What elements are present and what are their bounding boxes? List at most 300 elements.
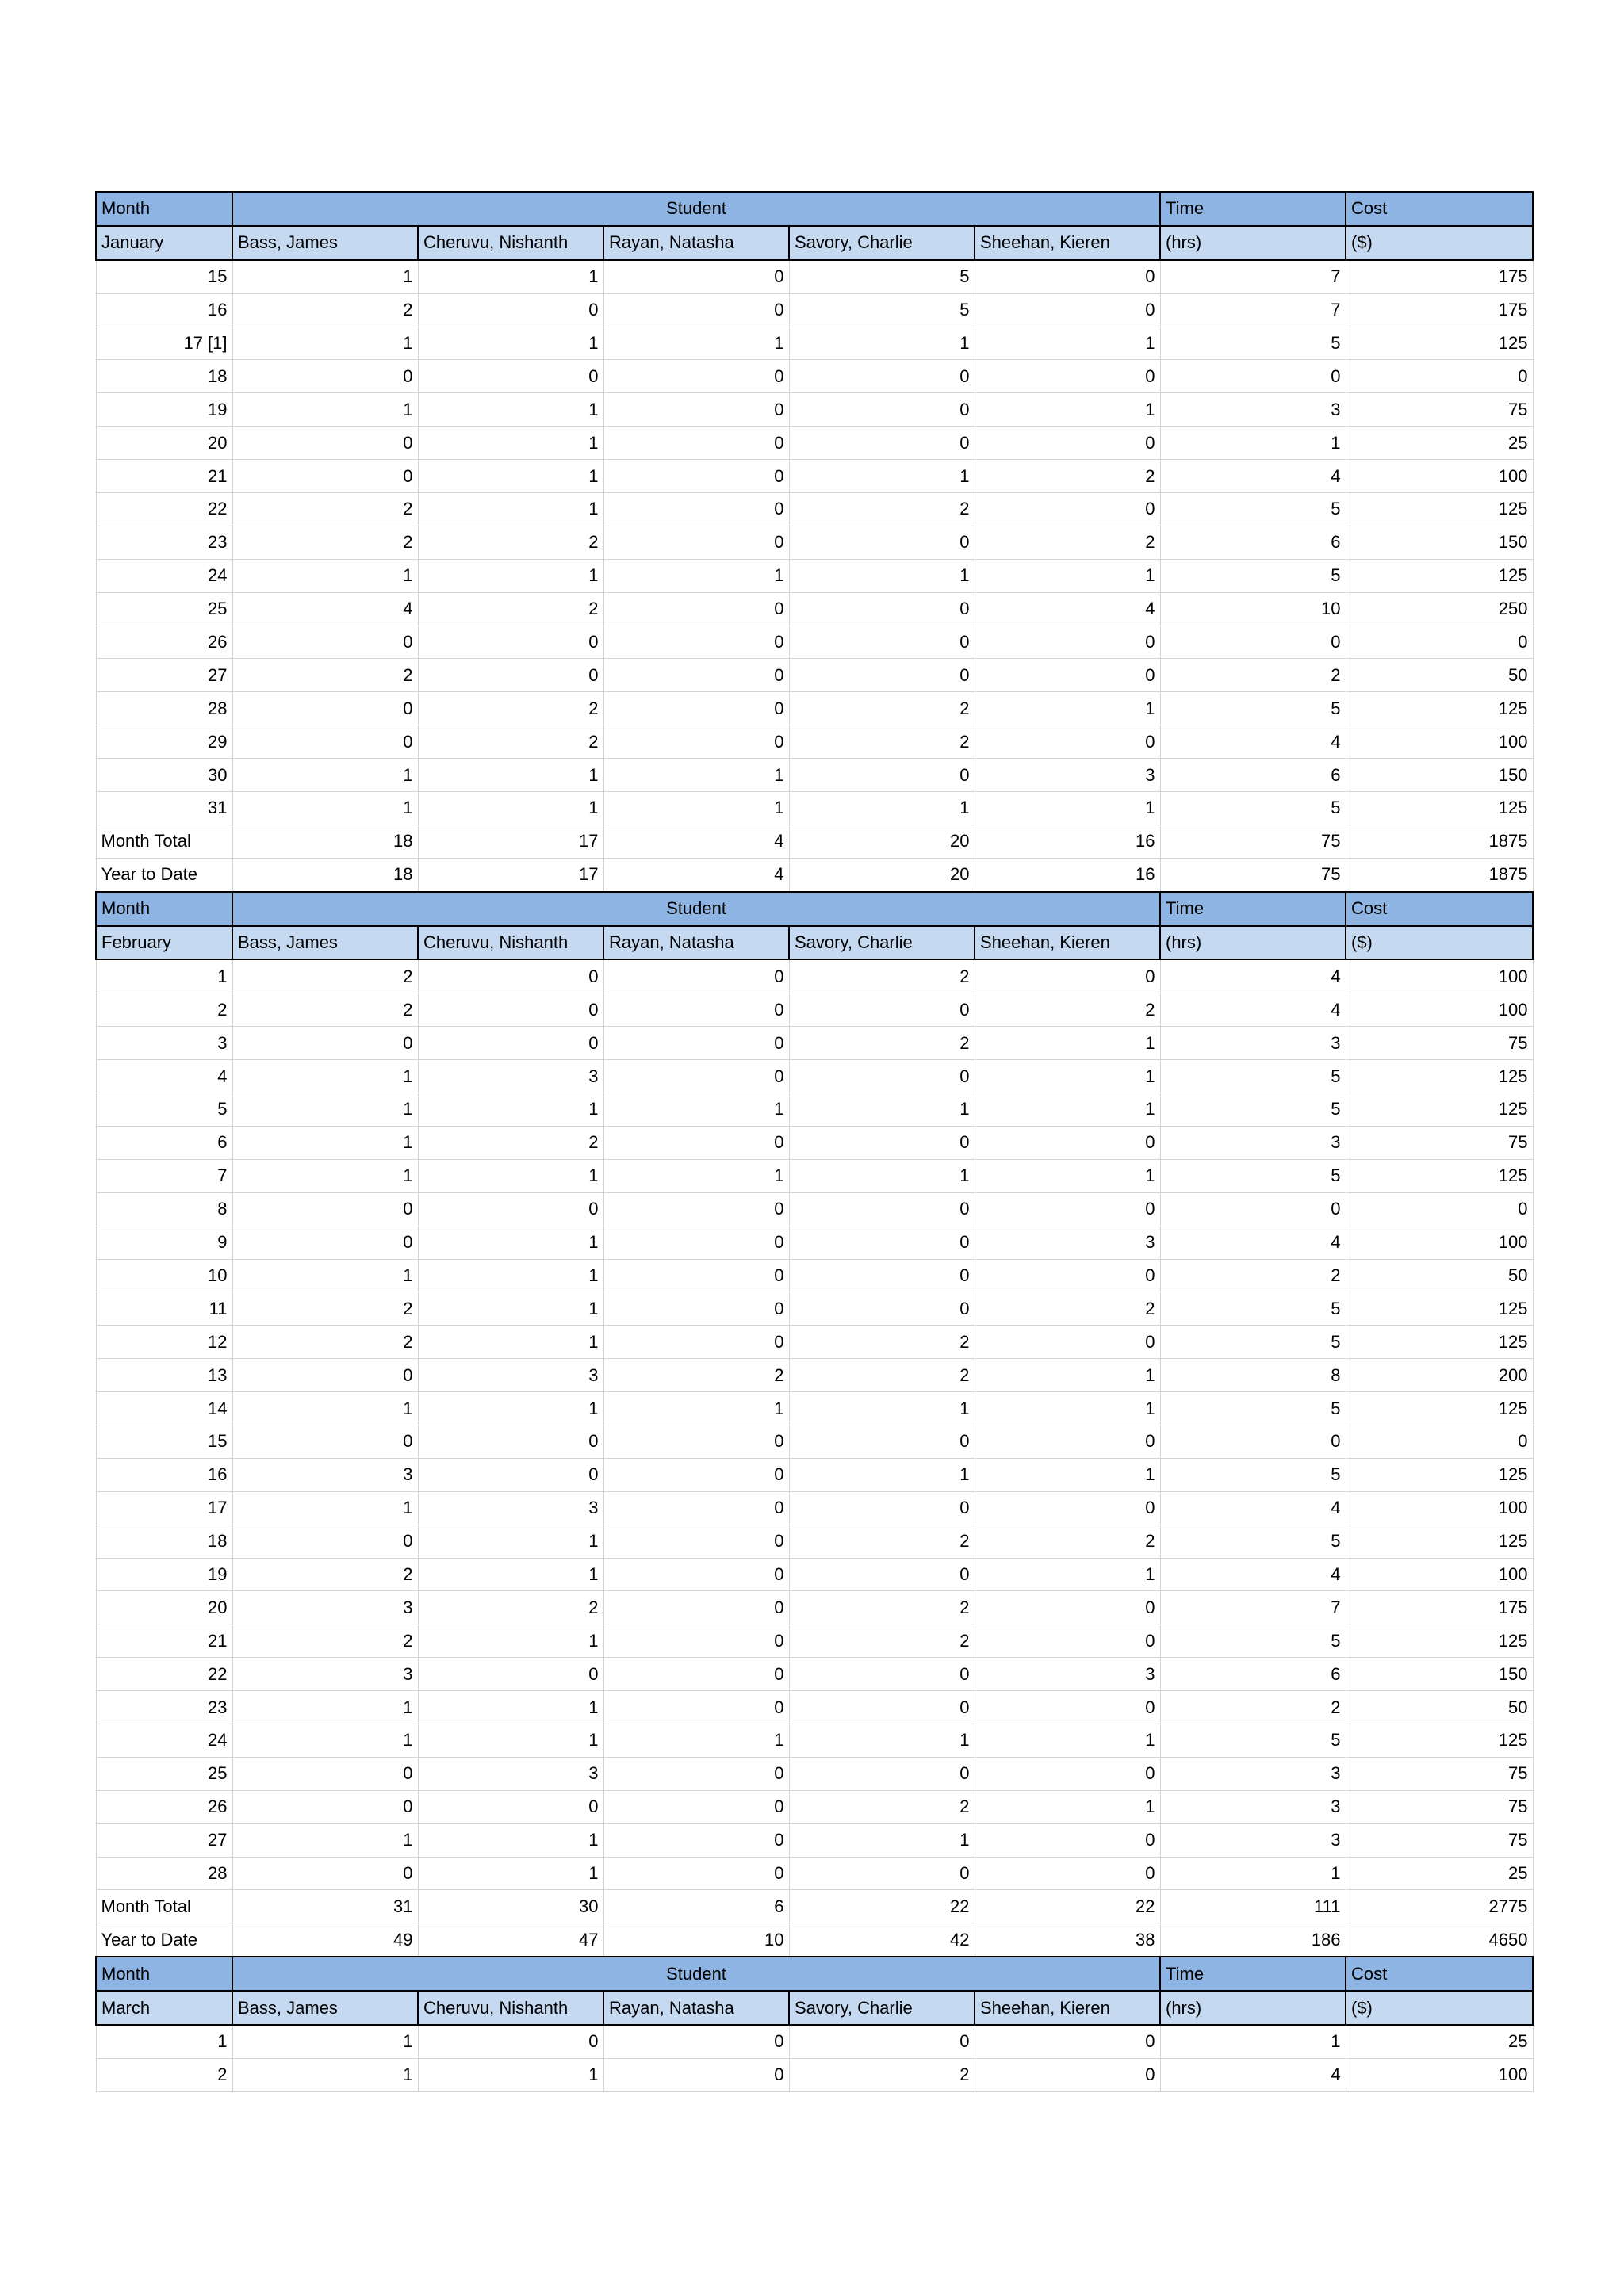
value-cell: 5 [1160,792,1346,825]
value-cell: 0 [975,659,1160,692]
value-cell: 0 [603,692,789,725]
month-total-row [96,825,1533,858]
table-row [96,759,1533,792]
time-unit-header: (hrs) [1160,926,1346,960]
value-cell: 1 [603,327,789,360]
value-cell: 8 [1160,1359,1346,1392]
value-cell: 4 [1160,1491,1346,1525]
day-cell: 27 [96,1823,232,1857]
year-to-date-cell: 1875 [1346,858,1533,891]
day-cell: 14 [96,1392,232,1425]
value-cell: 2 [789,1326,975,1359]
value-cell: 0 [975,427,1160,460]
value-cell: 1 [232,2025,418,2058]
month-column-header: Month [96,892,232,926]
value-cell: 5 [789,293,975,327]
value-cell: 0 [232,1192,418,1226]
table-row [96,1259,1533,1292]
table-row [96,1857,1533,1890]
value-cell: 1 [789,1159,975,1192]
value-cell: 5 [1160,1159,1346,1192]
value-cell: 6 [1160,1658,1346,1691]
value-cell: 1 [1160,2025,1346,2058]
value-cell: 1 [603,1159,789,1192]
value-cell: 5 [1160,327,1346,360]
value-cell: 0 [232,1359,418,1392]
student-name-header: Cheruvu, Nishanth [418,926,603,960]
value-cell: 0 [603,1259,789,1292]
table-row [96,1525,1533,1558]
value-cell: 5 [1160,559,1346,592]
day-cell: 25 [96,592,232,626]
value-cell: 0 [789,1060,975,1093]
year-to-date-row [96,1923,1533,1957]
value-cell: 0 [232,1027,418,1060]
year-to-date-row [96,858,1533,891]
value-cell: 7 [1160,1591,1346,1624]
value-cell: 1 [789,460,975,493]
value-cell: 1 [418,427,603,460]
value-cell: 100 [1346,993,1533,1027]
value-cell: 125 [1346,1326,1533,1359]
table-row [96,1027,1533,1060]
year-to-date-cell: 4 [603,858,789,891]
day-cell: 2 [96,993,232,1027]
value-cell: 150 [1346,759,1533,792]
value-cell: 2 [232,1326,418,1359]
cost-unit-header: ($) [1346,1991,1533,2025]
value-cell: 0 [603,1060,789,1093]
value-cell: 2 [789,692,975,725]
value-cell: 0 [418,1027,603,1060]
value-cell: 4 [1160,460,1346,493]
value-cell: 5 [1160,1060,1346,1093]
value-cell: 1 [418,1292,603,1326]
value-cell: 5 [1160,1093,1346,1127]
day-cell: 27 [96,659,232,692]
value-cell: 1 [232,1491,418,1525]
value-cell: 0 [418,2025,603,2058]
value-cell: 0 [975,1491,1160,1525]
value-cell: 2 [975,1292,1160,1326]
value-cell: 0 [789,1491,975,1525]
day-cell: 4 [96,1060,232,1093]
day-cell: 12 [96,1326,232,1359]
day-cell: 16 [96,1458,232,1491]
value-cell: 3 [418,1757,603,1790]
value-cell: 1 [232,393,418,427]
value-cell: 0 [603,959,789,993]
value-cell: 0 [789,427,975,460]
day-cell: 20 [96,1591,232,1624]
table-row [96,1425,1533,1458]
value-cell: 3 [1160,1126,1346,1159]
value-cell: 125 [1346,1624,1533,1658]
value-cell: 2 [418,1591,603,1624]
value-cell: 0 [603,1425,789,1458]
student-name-header: Rayan, Natasha [603,1991,789,2025]
value-cell: 1 [418,1259,603,1292]
value-cell: 0 [789,1658,975,1691]
value-cell: 1 [789,559,975,592]
value-cell: 0 [603,393,789,427]
value-cell: 0 [975,1425,1160,1458]
value-cell: 2 [418,725,603,759]
table-row [96,1060,1533,1093]
day-cell: 21 [96,460,232,493]
value-cell: 0 [232,1226,418,1259]
value-cell: 125 [1346,692,1533,725]
value-cell: 0 [603,1823,789,1857]
student-name-header: Rayan, Natasha [603,926,789,960]
student-name-header: Sheehan, Kieren [975,926,1160,960]
value-cell: 1 [789,1823,975,1857]
value-cell: 125 [1346,493,1533,526]
value-cell: 0 [232,1757,418,1790]
value-cell: 7 [1160,260,1346,293]
value-cell: 100 [1346,460,1533,493]
value-cell: 1 [975,1027,1160,1060]
value-cell: 0 [603,1126,789,1159]
student-group-header: Student [232,1957,1160,1991]
table-row [96,1359,1533,1392]
cost-column-header: Cost [1346,1957,1533,1991]
value-cell: 25 [1346,427,1533,460]
value-cell: 2 [232,959,418,993]
value-cell: 1 [418,1525,603,1558]
table-row [96,360,1533,393]
table-row [96,2025,1533,2058]
value-cell: 125 [1346,1392,1533,1425]
time-column-header: Time [1160,192,1346,226]
value-cell: 0 [603,993,789,1027]
value-cell: 100 [1346,959,1533,993]
value-cell: 125 [1346,1060,1533,1093]
value-cell: 1 [789,1458,975,1491]
value-cell: 4 [1160,1558,1346,1591]
value-cell: 1 [418,1226,603,1259]
student-name-header: Sheehan, Kieren [975,226,1160,260]
value-cell: 0 [975,293,1160,327]
table-row [96,692,1533,725]
value-cell: 2 [789,1790,975,1823]
table-row [96,1558,1533,1591]
value-cell: 5 [789,260,975,293]
value-cell: 0 [418,959,603,993]
month-total-cell: 111 [1160,1890,1346,1923]
value-cell: 2 [232,993,418,1027]
day-cell: 16 [96,293,232,327]
value-cell: 1 [603,1392,789,1425]
value-cell: 1 [418,1624,603,1658]
value-cell: 100 [1346,1491,1533,1525]
value-cell: 0 [975,626,1160,659]
value-cell: 150 [1346,526,1533,559]
table-row [96,1458,1533,1491]
value-cell: 0 [789,759,975,792]
value-cell: 1 [232,1159,418,1192]
value-cell: 0 [418,659,603,692]
value-cell: 3 [975,1226,1160,1259]
value-cell: 1 [975,393,1160,427]
student-name-header: Savory, Charlie [789,926,975,960]
table-row [96,1658,1533,1691]
value-cell: 75 [1346,1757,1533,1790]
value-cell: 1 [418,327,603,360]
value-cell: 1 [975,1093,1160,1127]
table-row [96,1192,1533,1226]
value-cell: 1 [789,792,975,825]
value-cell: 2 [975,460,1160,493]
student-group-header: Student [232,892,1160,926]
student-name-header: Cheruvu, Nishanth [418,1991,603,2025]
value-cell: 0 [232,1425,418,1458]
value-cell: 1 [975,1790,1160,1823]
value-cell: 1 [418,1392,603,1425]
value-cell: 2 [232,526,418,559]
value-cell: 0 [789,626,975,659]
month-column-header: Month [96,192,232,226]
value-cell: 0 [1160,1192,1346,1226]
time-unit-header: (hrs) [1160,226,1346,260]
value-cell: 5 [1160,1326,1346,1359]
value-cell: 0 [603,725,789,759]
month-total-cell: 17 [418,825,603,858]
day-cell: 15 [96,260,232,293]
value-cell: 0 [1160,626,1346,659]
value-cell: 4 [1160,959,1346,993]
value-cell: 2 [789,1525,975,1558]
value-cell: 2 [232,293,418,327]
value-cell: 1 [1160,1857,1346,1890]
value-cell: 200 [1346,1359,1533,1392]
value-cell: 3 [418,1491,603,1525]
value-cell: 1 [232,1392,418,1425]
value-cell: 100 [1346,725,1533,759]
value-cell: 5 [1160,1292,1346,1326]
value-cell: 100 [1346,1558,1533,1591]
value-cell: 0 [789,1126,975,1159]
value-cell: 100 [1346,2058,1533,2091]
value-cell: 0 [975,1757,1160,1790]
value-cell: 1 [418,1857,603,1890]
day-cell: 1 [96,959,232,993]
value-cell: 5 [1160,1624,1346,1658]
value-cell: 0 [418,1458,603,1491]
table-row [96,493,1533,526]
value-cell: 0 [975,2058,1160,2091]
day-cell: 31 [96,792,232,825]
value-cell: 0 [975,493,1160,526]
table-row [96,1126,1533,1159]
time-unit-header: (hrs) [1160,1991,1346,2025]
value-cell: 2 [789,2058,975,2091]
value-cell: 0 [789,1192,975,1226]
student-header-row [96,1991,1533,2025]
value-cell: 1 [232,1093,418,1127]
value-cell: 1 [789,1093,975,1127]
value-cell: 0 [232,360,418,393]
value-cell: 1 [418,393,603,427]
cost-unit-header: ($) [1346,226,1533,260]
value-cell: 0 [603,493,789,526]
month-total-cell: 18 [232,825,418,858]
value-cell: 3 [1160,393,1346,427]
value-cell: 2 [232,1624,418,1658]
student-name-header: Bass, James [232,226,418,260]
day-cell: 26 [96,626,232,659]
table-row [96,725,1533,759]
value-cell: 0 [603,1326,789,1359]
value-cell: 175 [1346,260,1533,293]
value-cell: 0 [975,260,1160,293]
day-cell: 28 [96,1857,232,1890]
value-cell: 1 [975,1724,1160,1757]
value-cell: 1 [418,460,603,493]
value-cell: 1 [418,1823,603,1857]
value-cell: 2 [232,493,418,526]
value-cell: 2 [418,692,603,725]
day-cell: 9 [96,1226,232,1259]
value-cell: 0 [975,1591,1160,1624]
year-to-date-cell: 10 [603,1923,789,1957]
table-row [96,2058,1533,2091]
value-cell: 75 [1346,1126,1533,1159]
value-cell: 1 [975,559,1160,592]
cost-column-header: Cost [1346,892,1533,926]
student-name-header: Sheehan, Kieren [975,1991,1160,2025]
value-cell: 0 [975,1192,1160,1226]
value-cell: 2 [1160,1259,1346,1292]
value-cell: 1 [232,2058,418,2091]
value-cell: 0 [975,2025,1160,2058]
value-cell: 0 [418,360,603,393]
value-cell: 1 [1160,427,1346,460]
cost-unit-header: ($) [1346,926,1533,960]
day-cell: 29 [96,725,232,759]
value-cell: 0 [418,1425,603,1458]
value-cell: 125 [1346,1724,1533,1757]
value-cell: 4 [232,592,418,626]
day-cell: 17 [96,1491,232,1525]
value-cell: 6 [1160,526,1346,559]
table-row [96,526,1533,559]
student-name-header: Savory, Charlie [789,1991,975,2025]
value-cell: 4 [975,592,1160,626]
value-cell: 1 [232,327,418,360]
value-cell: 3 [232,1458,418,1491]
value-cell: 0 [1346,360,1533,393]
value-cell: 1 [418,493,603,526]
value-cell: 0 [789,1226,975,1259]
value-cell: 0 [975,959,1160,993]
value-cell: 1 [603,1724,789,1757]
value-cell: 0 [603,1658,789,1691]
table-row [96,393,1533,427]
value-cell: 0 [1346,626,1533,659]
value-cell: 5 [1160,1525,1346,1558]
value-cell: 1 [418,1093,603,1127]
value-cell: 5 [1160,692,1346,725]
value-cell: 0 [789,1558,975,1591]
day-cell: 26 [96,1790,232,1823]
year-to-date-cell: 4650 [1346,1923,1533,1957]
table-row [96,1823,1533,1857]
value-cell: 1 [975,792,1160,825]
value-cell: 0 [975,360,1160,393]
day-cell: 18 [96,1525,232,1558]
value-cell: 1 [418,1558,603,1591]
value-cell: 0 [603,460,789,493]
value-cell: 0 [603,1757,789,1790]
value-cell: 0 [603,1226,789,1259]
day-cell: 1 [96,2025,232,2058]
table-row [96,1093,1533,1127]
day-cell: 7 [96,1159,232,1192]
value-cell: 1 [789,327,975,360]
month-total-cell: 22 [789,1890,975,1923]
table-row [96,460,1533,493]
day-cell: 28 [96,692,232,725]
year-to-date-cell: 38 [975,1923,1160,1957]
table-row [96,1491,1533,1525]
value-cell: 3 [1160,1790,1346,1823]
value-cell: 0 [975,1857,1160,1890]
value-cell: 0 [789,659,975,692]
value-cell: 0 [418,293,603,327]
table-row [96,260,1533,293]
day-cell: 18 [96,360,232,393]
value-cell: 0 [789,360,975,393]
value-cell: 0 [789,1857,975,1890]
value-cell: 0 [1160,1425,1346,1458]
value-cell: 0 [603,1691,789,1724]
value-cell: 0 [789,1425,975,1458]
value-cell: 2 [1160,659,1346,692]
value-cell: 4 [1160,2058,1346,2091]
value-cell: 1 [232,759,418,792]
value-cell: 1 [232,1691,418,1724]
value-cell: 0 [1346,1192,1533,1226]
value-cell: 1 [232,1126,418,1159]
table-row [96,592,1533,626]
table-row [96,1624,1533,1658]
value-cell: 0 [603,1525,789,1558]
value-cell: 0 [603,427,789,460]
value-cell: 1 [232,1259,418,1292]
value-cell: 0 [603,1192,789,1226]
month-name: March [96,1991,232,2025]
value-cell: 0 [789,592,975,626]
month-total-cell: 30 [418,1890,603,1923]
month-total-cell: 16 [975,825,1160,858]
table-row [96,293,1533,327]
value-cell: 0 [975,1823,1160,1857]
value-cell: 0 [789,1757,975,1790]
day-cell: 23 [96,526,232,559]
value-cell: 0 [603,260,789,293]
table-row [96,1691,1533,1724]
value-cell: 0 [603,1558,789,1591]
value-cell: 3 [1160,1823,1346,1857]
value-cell: 0 [603,2058,789,2091]
year-to-date-label: Year to Date [96,1923,232,1957]
day-cell: 11 [96,1292,232,1326]
value-cell: 75 [1346,1027,1533,1060]
value-cell: 1 [232,1724,418,1757]
value-cell: 1 [789,1724,975,1757]
value-cell: 3 [418,1060,603,1093]
